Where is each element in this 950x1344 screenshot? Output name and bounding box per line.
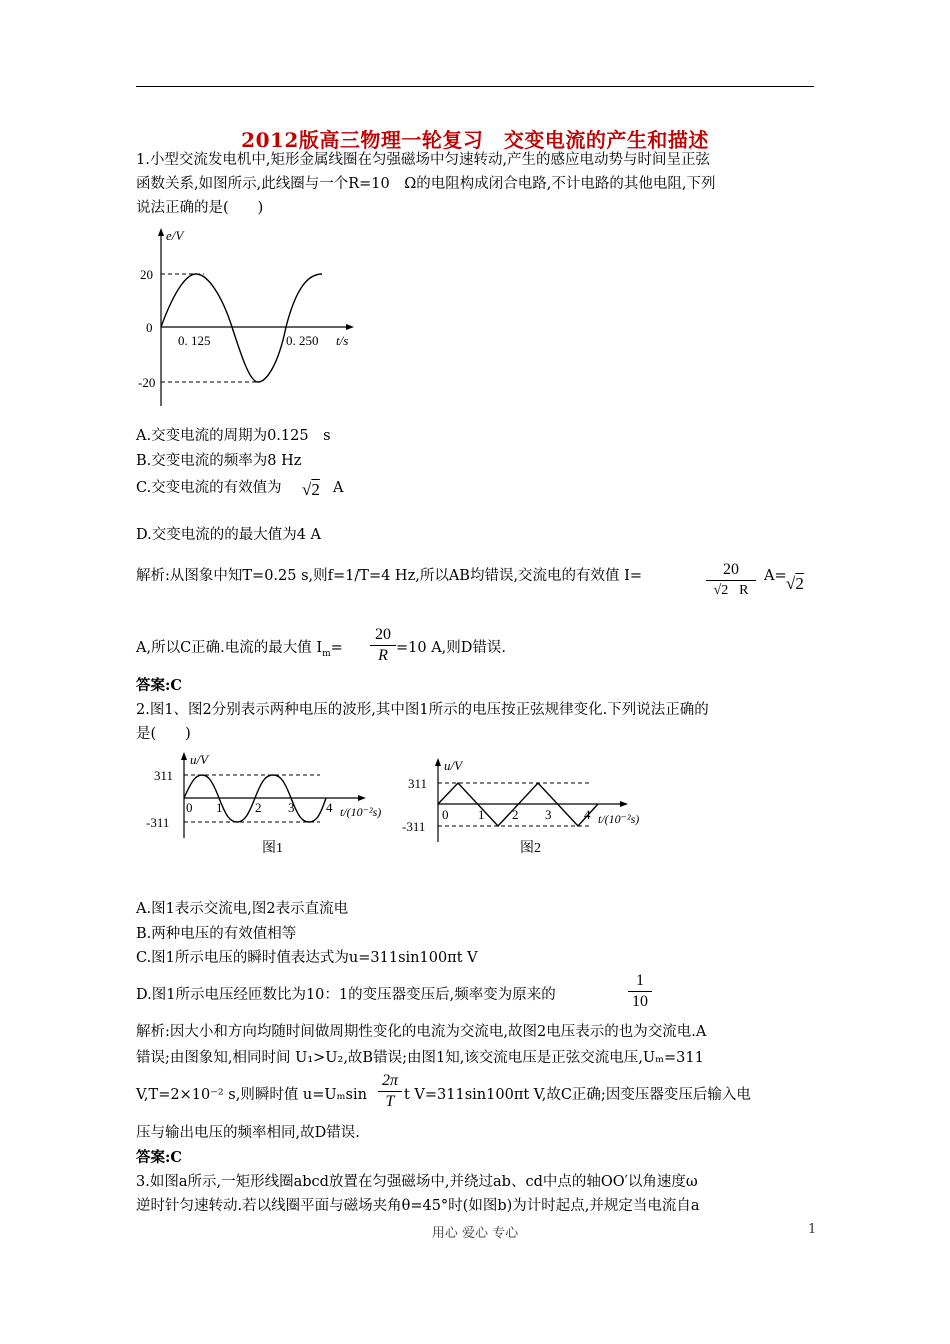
q1-option-d: D.交变电流的的最大值为4 A — [136, 527, 322, 543]
q3-stem-line-2: 逆时针匀速转动.若以线圈平面与磁场夹角θ=45°时(如图b)为计时起点,并规定当电流自a — [136, 1198, 700, 1214]
q2-fig2-ylabel: u/V — [444, 758, 463, 773]
q2-fig1-tick-0: 0 — [186, 800, 193, 815]
q1-solution-sqrt: √2 — [786, 574, 804, 593]
q1-solution-fraction-1: 20 √2⃞R — [706, 560, 756, 601]
q2-answer: 答案:C — [136, 1149, 182, 1166]
q1-option-c — [136, 478, 282, 498]
q2-option-b: B.两种电压的有效值相等 — [136, 926, 297, 942]
q1-graph-y-top: 20 — [140, 267, 153, 282]
q2-fig2-xlabel: t/(10⁻²s) — [598, 812, 640, 826]
q2-figure-1-sine — [140, 750, 410, 860]
q1-graph-x-tick-2: 0. 250 — [286, 333, 319, 348]
q1-graph-ylabel: e/V — [166, 228, 184, 243]
q2-option-d: D.图1所示电压经匝数比为10：1的变压器变压后,频率变为原来的 — [136, 987, 556, 1003]
q1-option-c-text: C.交变电流的有效值为 — [136, 480, 282, 496]
q2-solution-line-3-post: t V=311sin100πt V,故C正确;因变压器变压后输入电 — [404, 1087, 751, 1103]
q2-option-c: C.图1所示电压的瞬时值表达式为u=311sin100πt V — [136, 950, 478, 966]
q2-fig2-tick-1: 1 — [478, 807, 485, 822]
q2-fig2-tick-0: 0 — [442, 807, 449, 822]
q2-option-d-fraction: 1 10 — [628, 971, 652, 1012]
q2-fig1-tick-1: 1 — [216, 800, 223, 815]
q3-stem-line-1: 3.如图a所示,一矩形线圈abcd放置在匀强磁场中,并绕过ab、cd中点的轴OO′以角速度ω — [136, 1174, 698, 1190]
q1-solution-line-2: A,所以C正确.电流的最大值 $I_m=$ — [136, 640, 343, 659]
q2-fig1-tick-2: 2 — [255, 800, 262, 815]
page-footer: 用心 爱心 专心 — [431, 1226, 519, 1241]
q1-stem-line-3: 说法正确的是( ) — [136, 200, 264, 216]
q2-fig1-tick-4: 4 — [326, 800, 333, 815]
q2-solution-line-3-pre: V,T=2×10⁻² s,则瞬时值 u=Uₘsin — [136, 1087, 367, 1103]
q1-option-c-unit: A — [333, 480, 344, 496]
q1-stem-line-1: 1.小型交流发电机中,矩形金属线圈在匀强磁场中匀速转动,产生的感应电动势与时间呈正弦 — [136, 152, 711, 168]
q2-solution-fraction: 2π T — [378, 1071, 402, 1112]
q2-solution-line-2: 错误;由图象知,相同时间 U₁>U₂,故B错误;由图1知,该交流电压是正弦交流电压,Uₘ=311 — [136, 1050, 704, 1066]
q1-graph-x-tick-1: 0. 125 — [178, 333, 211, 348]
q2-fig2-caption: 图2 — [520, 841, 541, 856]
q2-solution-line-4: 压与输出电压的频率相同,故D错误. — [136, 1125, 360, 1141]
q1-stem-line-2: 函数关系,如图所示,此线圈与一个R=10 Ω的电阻构成闭合电路,不计电路的其他电阻,下列 — [136, 176, 716, 192]
q1-solution-line-2-end: =10 A,则D错误. — [396, 640, 507, 656]
q1-solution-fraction-2: 20 R — [370, 625, 396, 666]
q2-option-a: A.图1表示交流电,图2表示直流电 — [136, 901, 349, 917]
q2-stem-line-2: 是( ) — [136, 726, 191, 742]
q2-fig1-y-bottom: -311 — [146, 815, 170, 830]
q2-fig1-ylabel: u/V — [190, 752, 209, 767]
q2-fig2-tick-4: 4 — [584, 807, 591, 822]
q1-option-c-sqrt: √2 — [302, 480, 320, 499]
q1-solution-line-1: 解析:从图象中知T=0.25 s,则f=1/T=4 Hz,所以AB均错误,交流电的有效值 I= — [136, 568, 643, 584]
q2-fig2-tick-2: 2 — [512, 807, 519, 822]
q2-figure-2-triangle — [402, 756, 670, 860]
page-number: 1 — [808, 1222, 817, 1237]
q2-stem-line-1: 2.图1、图2分别表示两种电压的波形,其中图1所示的电压按正弦规律变化.下列说法正确的 — [136, 702, 709, 718]
q1-option-a: A.交变电流的周期为0.125 s — [136, 428, 331, 444]
q2-fig2-y-top: 311 — [408, 776, 428, 791]
q2-fig1-y-top: 311 — [154, 768, 174, 783]
header-rule — [136, 86, 814, 87]
q2-solution-line-1: 解析:因大小和方向均随时间做周期性变化的电流为交流电,故图2电压表示的也为交流电.A — [136, 1024, 707, 1040]
q2-fig2-tick-3: 3 — [545, 807, 552, 822]
q1-solution-mid: A= — [764, 568, 787, 584]
q1-answer: 答案:C — [136, 677, 182, 694]
q2-fig1-caption: 图1 — [262, 841, 283, 856]
q1-emf-graph — [138, 226, 368, 416]
q1-graph-y-bottom: -20 — [138, 375, 156, 390]
q1-graph-xlabel: t/s — [336, 333, 349, 348]
q1-option-b: B.交变电流的频率为8 Hz — [136, 453, 302, 469]
q2-fig1-xlabel: t/(10⁻²s) — [340, 805, 382, 819]
q2-fig2-y-bottom: -311 — [402, 819, 426, 834]
q2-fig1-tick-3: 3 — [288, 800, 295, 815]
q1-graph-y-zero: 0 — [146, 320, 153, 335]
page-title: 2012版高三物理一轮复习 交变电流的产生和描述 — [241, 128, 709, 152]
